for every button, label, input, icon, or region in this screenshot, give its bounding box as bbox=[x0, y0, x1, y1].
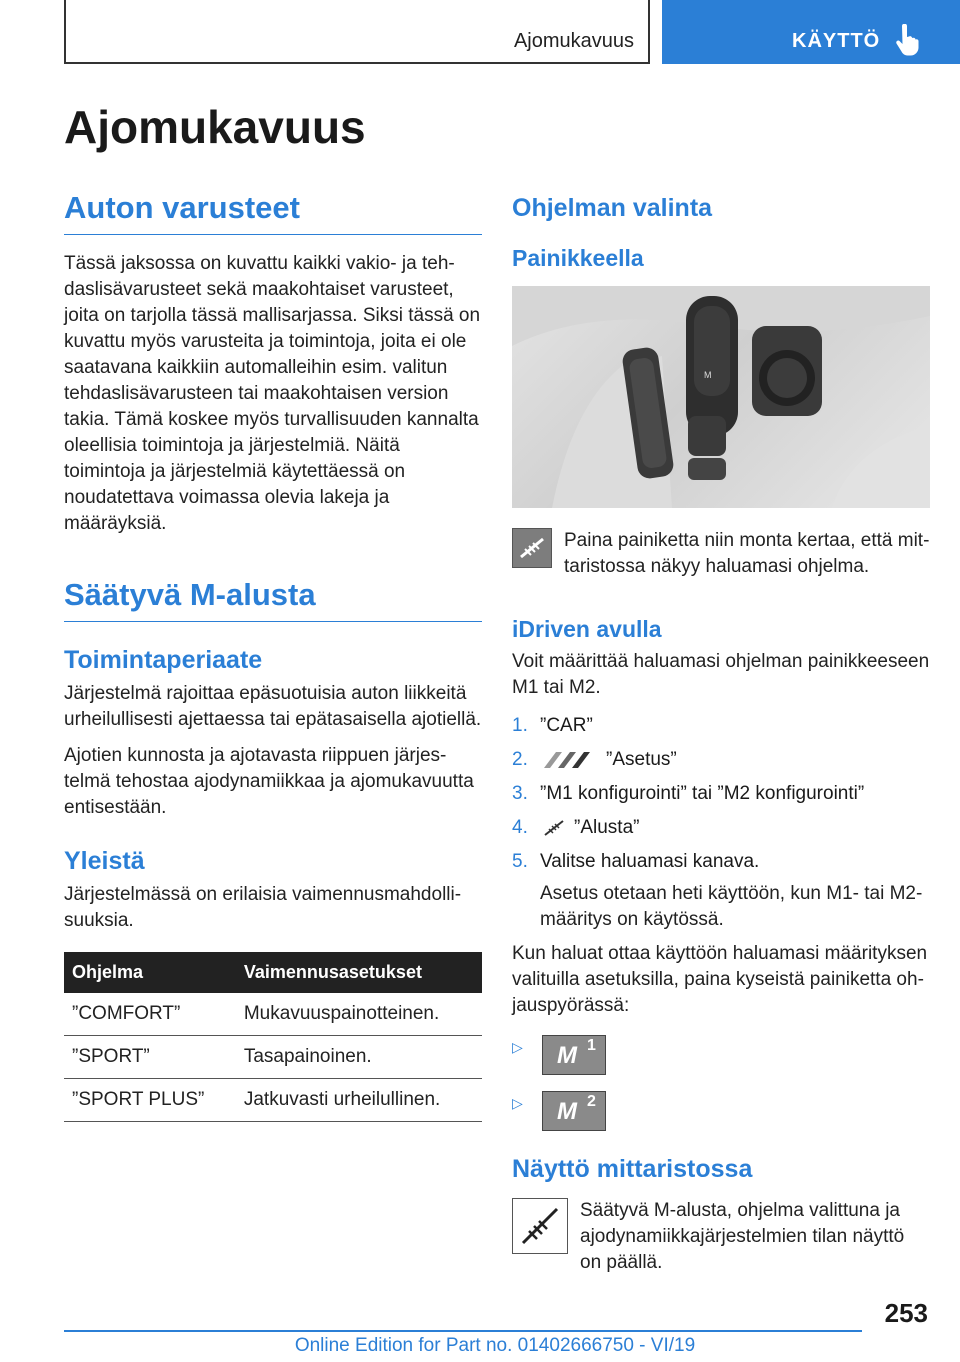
step-text: Valitse haluamasi kanava. bbox=[540, 851, 760, 872]
m-buttons-list bbox=[512, 1035, 930, 1131]
table-header-damping: Vaimennusasetukset bbox=[236, 952, 482, 993]
settings-stripes-icon bbox=[540, 750, 596, 770]
table-header-row bbox=[64, 952, 482, 993]
table-row bbox=[64, 1036, 482, 1079]
list-item bbox=[512, 713, 930, 739]
principle-paragraph-1: Järjestelmä rajoittaa epäsuotuisia auton liikkeitä urheilullisesti ajettaessa tai epätasaisella ajotiellä. bbox=[64, 683, 482, 730]
list-item bbox=[512, 1035, 930, 1075]
idrive-steps bbox=[512, 713, 930, 875]
step-5-note: Asetus otetaan heti käyttöön, kun M1- tai M2-määritys on käytössä. bbox=[540, 883, 923, 930]
m1-label: M bbox=[557, 1042, 577, 1069]
footer-divider bbox=[64, 1330, 862, 1332]
table-cell: ”COMFORT” bbox=[64, 993, 236, 1036]
step-number: 3. bbox=[512, 783, 528, 804]
step-number: 5. bbox=[512, 851, 528, 872]
table-row bbox=[64, 993, 482, 1036]
list-item bbox=[512, 1091, 930, 1131]
hand-pointer-icon bbox=[894, 24, 920, 56]
heading-general: Yleistä bbox=[64, 847, 145, 875]
svg-text:M: M bbox=[704, 370, 712, 380]
heading-idrive: iDriven avulla bbox=[512, 616, 662, 642]
center-console-illustration bbox=[512, 286, 930, 508]
step-number: 4. bbox=[512, 817, 528, 838]
left-column bbox=[64, 190, 482, 1122]
step-text: ”Alusta” bbox=[574, 817, 640, 838]
general-paragraph: Järjestelmässä on erilaisia vaimennusmahdollisuuksia. bbox=[64, 884, 462, 931]
m1-button-icon bbox=[542, 1035, 606, 1075]
list-item bbox=[512, 781, 930, 807]
heading-program-selection: Ohjelman valinta bbox=[512, 194, 713, 222]
section-title: KÄYTTÖ bbox=[792, 30, 881, 52]
table-cell: ”SPORT PLUS” bbox=[64, 1079, 236, 1122]
list-item bbox=[512, 747, 930, 773]
program-table bbox=[64, 952, 482, 1122]
step-text: ”CAR” bbox=[540, 715, 593, 736]
table-cell: ”SPORT” bbox=[64, 1036, 236, 1079]
edition-link[interactable]: Online Edition for Part no. 01402666750 - VI/19 bbox=[294, 1335, 696, 1356]
table-row bbox=[64, 1079, 482, 1122]
apply-paragraph: Kun haluat ottaa käyttöön haluamasi määrityksen valituilla asetuksilla, paina kyseistä painiketta ohjauspyörässä: bbox=[512, 943, 928, 1016]
triangle-bullet-icon: ▷ bbox=[512, 1039, 523, 1055]
heading-equipment: Auton varusteet bbox=[64, 190, 482, 235]
button-instruction bbox=[512, 528, 930, 580]
m2-button-icon bbox=[542, 1091, 606, 1131]
heading-by-button: Painikkeella bbox=[512, 245, 644, 271]
right-column bbox=[512, 190, 930, 1276]
suspension-icon bbox=[542, 818, 566, 838]
step-text: ”Asetus” bbox=[606, 749, 677, 770]
display-paragraph: Säätyvä M-alusta, ohjelma valittuna ja ajodynamiikkajärjestelmien tilan näyttö on päällä. bbox=[580, 1200, 905, 1273]
suspension-display-icon bbox=[512, 1198, 568, 1254]
m1-sup: 1 bbox=[587, 1037, 596, 1054]
step-number: 1. bbox=[512, 715, 528, 736]
m2-sup: 2 bbox=[587, 1093, 596, 1110]
center-console-photo bbox=[512, 286, 930, 508]
suspension-button-icon bbox=[512, 528, 552, 568]
table-cell: Jatkuvasti urheilullinen. bbox=[236, 1079, 482, 1122]
m2-label: M bbox=[557, 1098, 577, 1125]
page-title: Ajomukavuus bbox=[64, 101, 366, 153]
heading-principle: Toimintaperiaate bbox=[64, 646, 263, 674]
idrive-paragraph: Voit määrittää haluamasi ohjelman painikkeeseen M1 tai M2. bbox=[512, 651, 930, 698]
list-item bbox=[512, 849, 930, 875]
table-header-program: Ohjelma bbox=[64, 952, 236, 993]
chapter-tab bbox=[64, 0, 650, 64]
table-cell: Tasapainoinen. bbox=[236, 1036, 482, 1079]
heading-adaptive-suspension: Säätyvä M-alusta bbox=[64, 577, 482, 622]
table-cell: Mukavuuspainotteinen. bbox=[236, 993, 482, 1036]
display-instruction bbox=[512, 1198, 930, 1276]
page-number: 253 bbox=[884, 1298, 928, 1328]
step-text: ”M1 konfigurointi” tai ”M2 konfigurointi” bbox=[540, 783, 865, 804]
button-paragraph: Paina painiketta niin monta kertaa, että mittaristossa näkyy haluamasi ohjelma. bbox=[564, 530, 930, 577]
principle-paragraph-2: Ajotien kunnosta ja ajotavasta riippuen järjestelmä tehostaa ajodynamiikkaa ja ajomukavuutta entisestään. bbox=[64, 745, 474, 818]
heading-display: Näyttö mittaristossa bbox=[512, 1155, 753, 1183]
section-tab bbox=[662, 0, 960, 64]
equipment-paragraph: Tässä jaksossa on kuvattu kaikki vakio- ja tehdaslisävarusteet sekä maakohtaiset varusteet, joita on tarjolla tässä mallisarjassa. Siksi tässä on kuvattu myös varusteita ja toimintoja, joita ei ole saatavana kaikkiin automalleihin esim. valitun tehdaslisävarusteen tai maakohtaisen version takia. Tämä koskee myös turvallisuuden kannalta oleellisia toimintoja ja järjestelmiä. Näitä toimintoja ja järjestelmiä käytettäessä on noudatettava voimassa olevia lakeja ja määräyksiä. bbox=[64, 253, 481, 534]
triangle-bullet-icon: ▷ bbox=[512, 1095, 523, 1111]
list-item bbox=[512, 815, 930, 841]
step-number: 2. bbox=[512, 749, 528, 770]
chapter-title: Ajomukavuus bbox=[513, 30, 634, 52]
